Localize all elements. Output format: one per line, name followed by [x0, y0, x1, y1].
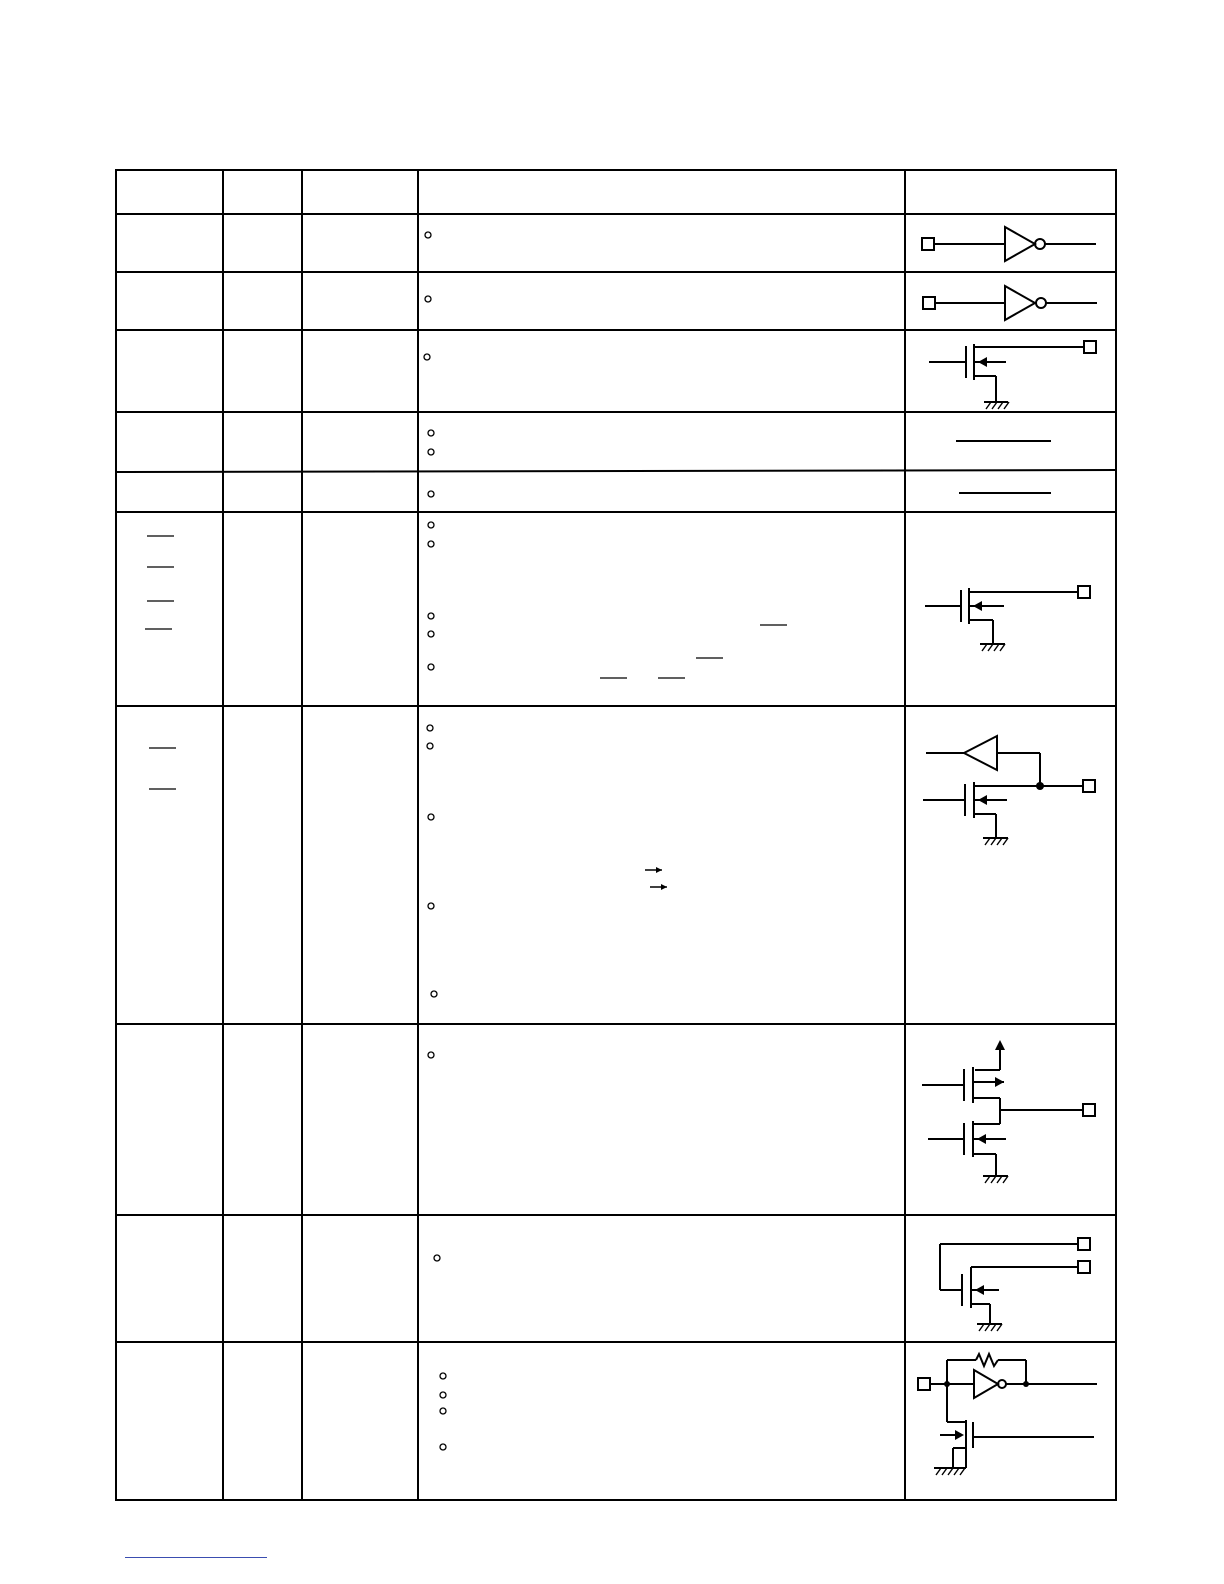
description-arrows: [645, 867, 667, 890]
footer-link-underline: [125, 1557, 267, 1558]
inverter-input-icon: [923, 286, 1097, 320]
footer-link[interactable]: [125, 1555, 267, 1559]
nmos-open-drain-output-icon: [929, 341, 1096, 409]
description-bullets: [424, 232, 446, 1450]
bidirectional-buffer-icon: [923, 736, 1095, 845]
nmos-clamp-icon: [940, 1238, 1090, 1331]
overline-marks: [145, 536, 787, 789]
nmos-open-drain-output-icon: [925, 586, 1090, 651]
inverter-input-icon: [922, 227, 1096, 261]
cmos-push-pull-output-icon: [922, 1040, 1095, 1183]
oscillator-inverter-icon: [918, 1354, 1097, 1475]
